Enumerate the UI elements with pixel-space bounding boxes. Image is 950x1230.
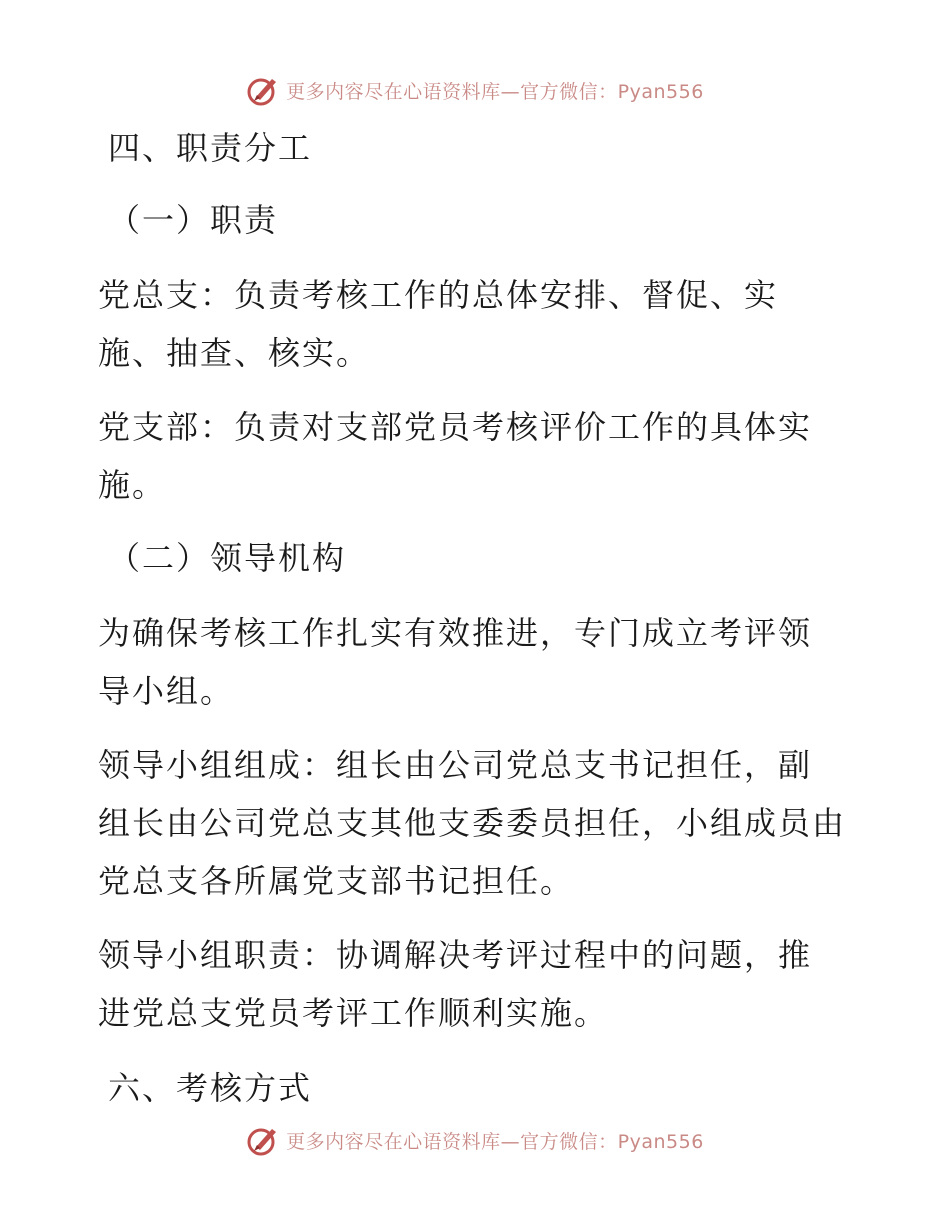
subsection-heading: （一）职责 bbox=[108, 201, 279, 239]
paragraph-line: 领导小组组成：组长由公司党总支书记担任，副 bbox=[98, 746, 813, 784]
quill-pen-circle-icon bbox=[246, 73, 280, 107]
paragraph-line: 领导小组职责：协调解决考评过程中的问题，推 bbox=[98, 936, 813, 974]
header-watermark bbox=[0, 70, 950, 110]
paragraph-line: 党支部：负责对支部党员考核评价工作的具体实 bbox=[98, 408, 813, 446]
section-heading: 四、职责分工 bbox=[108, 129, 313, 167]
subsection-heading: （二）领导机构 bbox=[108, 539, 347, 577]
quill-pen-circle-icon bbox=[246, 1123, 280, 1157]
paragraph-line: 进党总支党员考评工作顺利实施。 bbox=[98, 994, 609, 1032]
paragraph-line: 党总支各所属党支部书记担任。 bbox=[98, 862, 575, 900]
section-heading: 六、考核方式 bbox=[108, 1069, 313, 1107]
paragraph-line: 施、抽查、核实。 bbox=[98, 334, 371, 372]
watermark-text: 更多内容尽在心语资料库—官方微信：Pyan556 bbox=[286, 80, 704, 103]
paragraph-line: 组长由公司党总支其他支委委员担任，小组成员由 bbox=[98, 804, 847, 842]
paragraph-line: 为确保考核工作扎实有效推进，专门成立考评领 bbox=[98, 614, 813, 652]
paragraph-line: 党总支：负责考核工作的总体安排、督促、实 bbox=[98, 276, 779, 314]
paragraph-line: 施。 bbox=[98, 466, 167, 504]
paragraph-line: 导小组。 bbox=[98, 672, 235, 710]
footer-watermark bbox=[0, 1120, 950, 1160]
watermark-text: 更多内容尽在心语资料库—官方微信：Pyan556 bbox=[286, 1130, 704, 1153]
